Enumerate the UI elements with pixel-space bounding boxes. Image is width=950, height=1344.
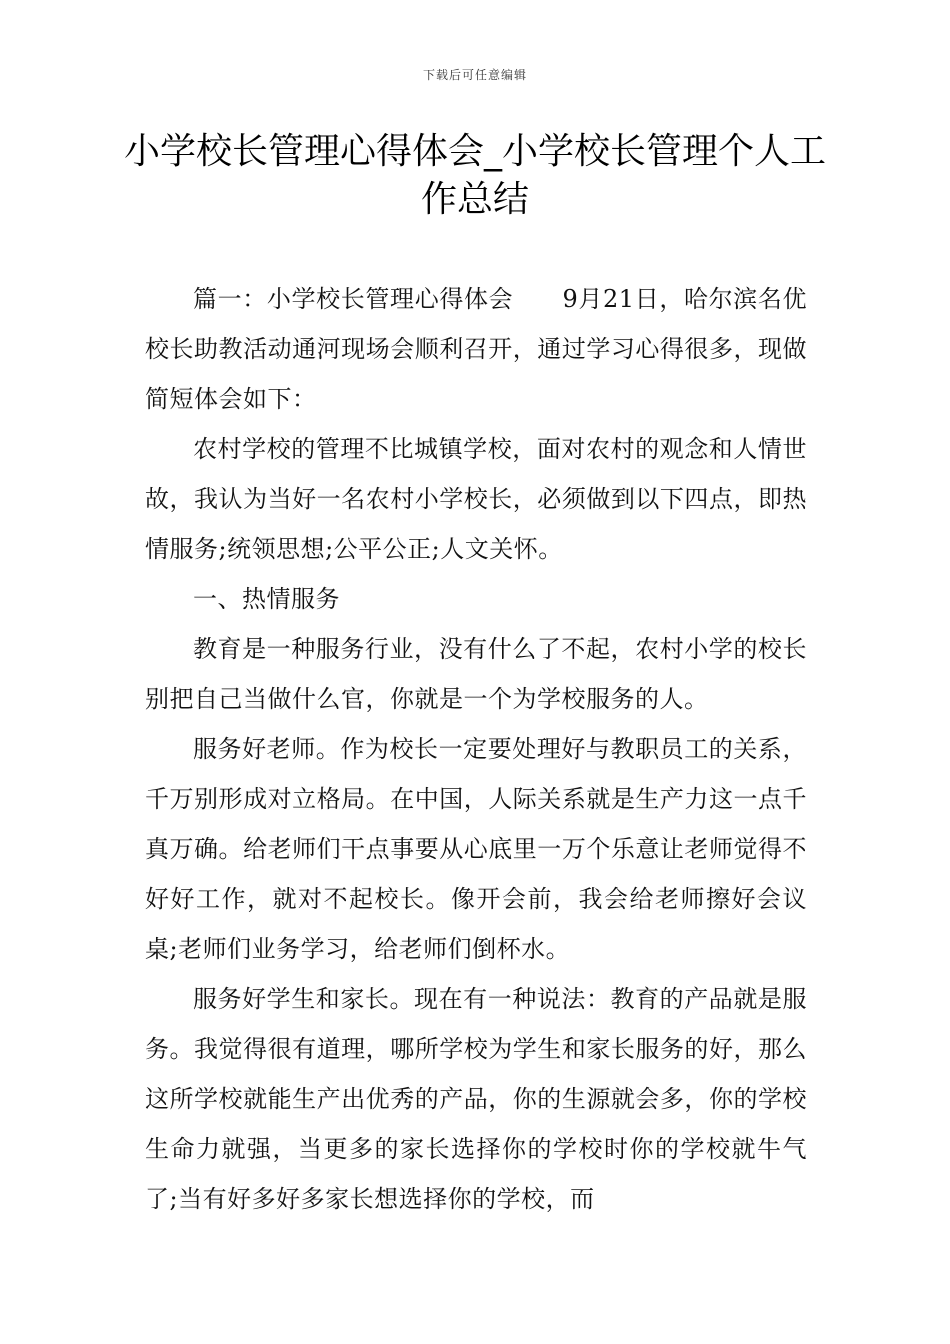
paragraph-serve-students-parents: 服务好学生和家长。现在有一种说法：教育的产品就是服务。我觉得很有道理，哪所学校为学生和家长服务的好，那么这所学校就能生产出优秀的产品，你的生源就会多，你的学校生命力就强，当更多的家长选择你的学校时你的学校就牛气了;当有好多好多家长想选择你的学校，而 bbox=[145, 985, 807, 1213]
paragraph-serve-teachers: 服务好老师。作为校长一定要处理好与教职员工的关系，千万别形成对立格局。在中国，人际关系就是生产力这一点千真万确。给老师们干点事要从心底里一万个乐意让老师觉得不好好工作，就对不起校长。像开会前，我会给老师擦好会议桌;老师们业务学习，给老师们倒杯水。 bbox=[145, 735, 807, 963]
document-body bbox=[145, 274, 807, 1224]
paragraph-education-service: 教育是一种服务行业，没有什么了不起，农村小学的校长别把自己当做什么官，你就是一个为学校服务的人。 bbox=[145, 635, 807, 713]
paragraph-intro: 篇一：小学校长管理心得体会 9月21日，哈尔滨名优校长助教活动通河现场会顺利召开，通过学习心得很多，现做简短体会如下： bbox=[145, 285, 807, 413]
paragraph-rural-management: 农村学校的管理不比城镇学校，面对农村的观念和人情世故，我认为当好一名农村小学校长，必须做到以下四点，即热情服务;统领思想;公平公正;人文关怀。 bbox=[145, 435, 807, 563]
section-heading-service: 一、热情服务 bbox=[193, 585, 340, 613]
document-title: 小学校长管理心得体会_小学校长管理个人工作总结 bbox=[123, 131, 826, 220]
header-note: 下载后可任意编辑 bbox=[422, 68, 527, 82]
